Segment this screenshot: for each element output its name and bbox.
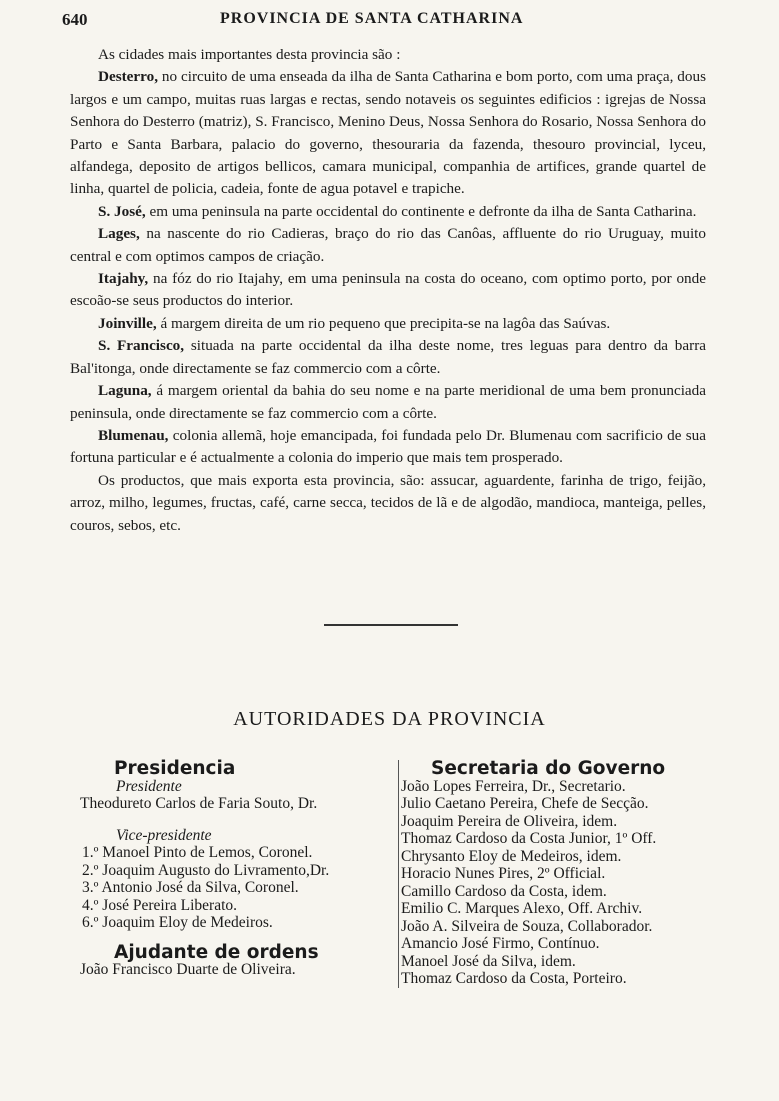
paragraph-text: na fóz do rio Itajahy, em uma peninsula na costa do oceano, com optimo porto, por onde escoão-se seus productos do interior. <box>70 270 706 310</box>
vice-item: 3.º Antonio José da Silva, Coronel. <box>82 879 299 896</box>
city-paragraph <box>70 313 706 335</box>
secretaria-member: Chrysanto Eloy de Medeiros, idem. <box>401 847 622 865</box>
page-number: 640 <box>62 10 88 29</box>
vice-item: 6.º Joaquim Eloy de Medeiros. <box>82 914 273 931</box>
city-name: Desterro, <box>98 68 159 86</box>
secretaria-member: Joaquim Pereira de Oliveira, idem. <box>401 812 618 830</box>
ajudante-heading: Ajudante de ordens <box>114 941 319 963</box>
vice-item: 4.º José Pereira Liberato. <box>82 896 238 914</box>
city-name: Blumenau, <box>98 426 169 444</box>
city-name: Lages, <box>98 225 140 243</box>
secretaria-member: João A. Silveira de Souza, Collaborador. <box>401 917 653 935</box>
paragraph-text: em uma peninsula na parte occidental do continente e defronte da ilha de Santa Catharina. <box>149 202 697 220</box>
secretaria-heading: Secretaria do Governo <box>431 758 666 779</box>
city-paragraph <box>70 223 706 268</box>
secretaria-member: Emilio C. Marques Alexo, Off. Archiv. <box>401 900 643 917</box>
paragraph-text: Os productos, que mais exporta esta provincia, são: assucar, aguardente, farinha de trigo, feijão, arroz, milho, legumes, fructas, café, carne secca, tecidos de lã e de algodão, mandioca, manteiga, pelles, couros, sebos, etc. <box>70 471 706 534</box>
secretaria-member: João Lopes Ferreira, Dr., Secretario. <box>401 777 626 795</box>
ajudante-name: João Francisco Duarte de Oliveira. <box>80 961 296 978</box>
running-title: PROVINCIA DE SANTA CATHARINA <box>220 10 524 27</box>
secretaria-member: Manoel José da Silva, idem. <box>401 952 576 970</box>
secretaria-member: Thomaz Cardoso da Costa Junior, 1º Off. <box>401 830 657 847</box>
paragraph-text: situada na parte occidental da ilha deste nome, tres leguas para dentro da barra Bal'itonga, onde directamente se faz commercio com a côrte. <box>70 337 707 377</box>
cities-section <box>70 44 706 537</box>
paragraph-text: As cidades mais importantes desta provincia são : <box>98 46 401 63</box>
vice-item: 1.º Manoel Pinto de Lemos, Coronel. <box>82 844 313 861</box>
vice-item: 2.º Joaquim Augusto do Livramento,Dr. <box>82 861 330 879</box>
city-name: Laguna, <box>98 382 152 400</box>
city-name: Itajahy, <box>98 270 149 288</box>
page-header <box>62 6 722 34</box>
vice-label: Vice-presidente <box>116 826 212 844</box>
section-divider <box>324 624 458 626</box>
secretaria-member: Julio Caetano Pereira, Chefe de Secção. <box>401 795 649 812</box>
secretaria-member: Amancio José Firmo, Contínuo. <box>401 935 600 952</box>
city-paragraph <box>70 66 706 200</box>
paragraph-text: á margem oriental da bahia do seu nome e na parte meridional de uma bem pronunciada peninsula, onde directamente se faz commercio com a côrte. <box>70 382 706 422</box>
city-paragraph <box>70 201 706 223</box>
paragraph-text: na nascente do rio Cadieras, braço do rio das Canôas, affluente do rio Uruguay, muito central e com optimos campos de criação. <box>70 225 706 265</box>
presidente-name: Theodureto Carlos de Faria Souto, Dr. <box>80 795 318 812</box>
secretaria-column <box>398 760 717 988</box>
city-paragraph <box>70 268 706 313</box>
city-paragraph <box>70 380 706 425</box>
secretaria-member: Thomaz Cardoso da Costa, Porteiro. <box>401 970 627 987</box>
presidencia-heading: Presidencia <box>114 758 236 779</box>
city-paragraph <box>70 335 706 380</box>
city-paragraph <box>70 44 706 66</box>
city-name: S. Francisco, <box>98 337 185 355</box>
paragraph-text: á margem direita de um rio pequeno que precipita-se na lagôa das Saúvas. <box>160 314 611 332</box>
presidencia-column <box>80 760 386 979</box>
presidente-label: Presidente <box>116 777 182 795</box>
paragraph-text: colonia allemã, hoje emancipada, foi fundada pelo Dr. Blumenau com sacrificio de sua fortuna particular e é actualmente a colonia do imperio que mais tem prosperado. <box>70 426 707 467</box>
secretaria-member: Camillo Cardoso da Costa, idem. <box>401 882 607 900</box>
secretaria-member: Horacio Nunes Pires, 2º Official. <box>401 865 606 882</box>
city-name: S. José, <box>98 202 146 220</box>
city-name: Joinville, <box>98 314 157 332</box>
city-paragraph <box>70 425 706 470</box>
authorities-title: AUTORIDADES DA PROVINCIA <box>233 708 546 730</box>
city-paragraph <box>70 470 706 537</box>
paragraph-text: no circuito de uma enseada da ilha de Santa Catharina e bom porto, com uma praça, dous largos e um campo, muitas ruas largas e rectas, sendo notaveis os seguintes edificios : igrejas de Nossa Senhora do Desterro (matriz), S. Francisco, Menino Deus, Nossa Senhora do Rosario, Nossa Senhora do Parto e Santa Barbara, palacio do governo, thesouraria da fazenda, thesouro provincial, lyceu, alfandega, deposito de artigos bellicos, camara municipal, companhia de artifices, grande quartel de linha, quartel de policia, cadeia, fonte de agua potavel e trapiche. <box>70 68 706 198</box>
